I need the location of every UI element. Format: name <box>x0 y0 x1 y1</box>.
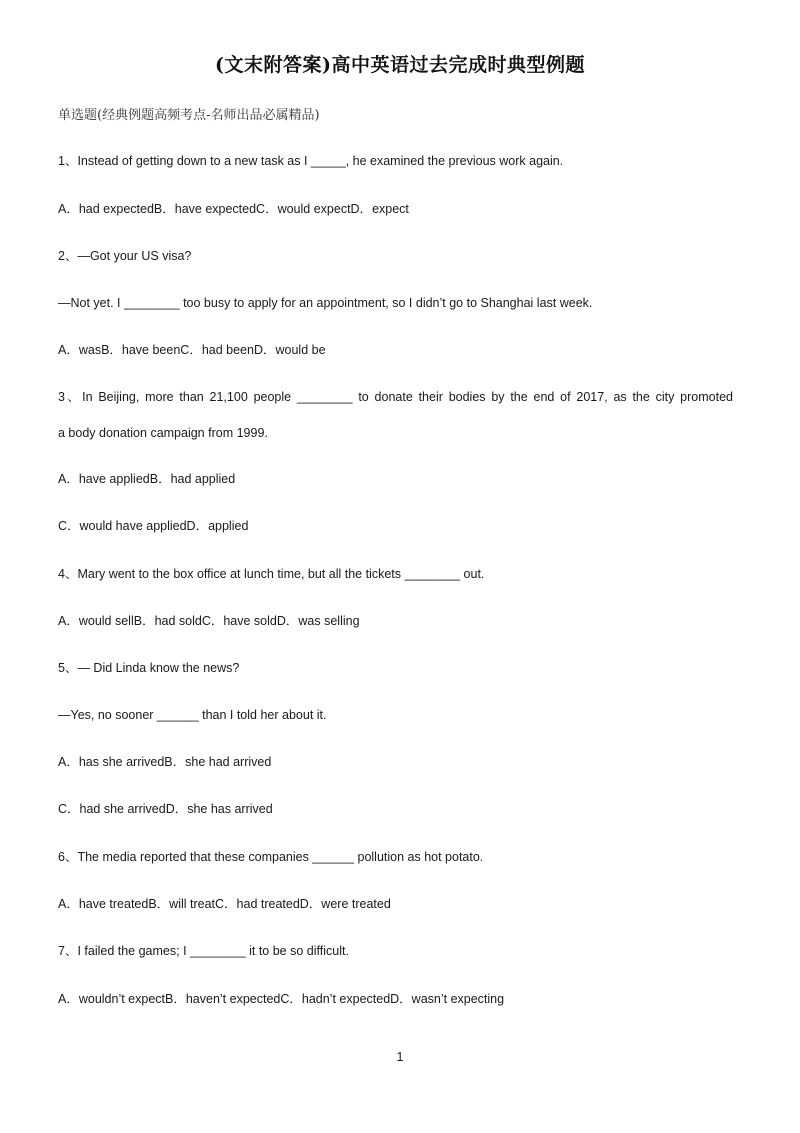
question-3-options-line-2: C．would have appliedD．applied <box>58 519 249 533</box>
question-7-options: A．wouldn’t expectB．haven’t expectedC．hadn’t expectedD．wasn’t expecting <box>58 992 505 1006</box>
question-3-stem: 3、In Beijing, more than 21,100 people ________ to donate their bodies by the end of 2017, as the city promoted <box>58 390 733 404</box>
question-4-options: A．would sellB．had soldC．have soldD．was selling <box>58 614 360 628</box>
question-5-options-line-2: C．had she arrivedD．she has arrived <box>58 802 273 816</box>
question-1-stem: 1、Instead of getting down to a new task as I _____, he examined the previous work again. <box>58 154 564 168</box>
question-4-stem: 4、Mary went to the box office at lunch time, but all the tickets ________ out. <box>58 567 485 581</box>
question-1-options: A．had expectedB．have expectedC．would expectD．expect <box>58 202 409 216</box>
section-label: 单选题(经典例题高频考点-名师出品必属精品) <box>58 108 320 123</box>
question-3-stem-line-2: a body donation campaign from 1999. <box>58 426 268 440</box>
question-2-stem: 2、—Got your US visa? <box>58 249 192 263</box>
page-title: (文末附答案)高中英语过去完成时典型例题 <box>215 54 585 76</box>
question-5-options: A．has she arrivedB．she had arrived <box>58 755 272 769</box>
question-2-options: A．wasB．have beenC．had beenD．would be <box>58 343 326 357</box>
question-5-stem-line-2: —Yes, no sooner ______ than I told her about it. <box>58 708 327 722</box>
page-number: 1 <box>396 1050 404 1064</box>
question-5-stem: 5、— Did Linda know the news? <box>58 661 240 675</box>
question-3-options: A．have appliedB．had applied <box>58 472 236 486</box>
question-6-options: A．have treatedB．will treatC．had treatedD．were treated <box>58 897 391 911</box>
question-6-stem: 6、The media reported that these companies ______ pollution as hot potato. <box>58 850 484 864</box>
question-2-stem-line-2: —Not yet. I ________ too busy to apply for an appointment, so I didn’t go to Shanghai last week. <box>58 296 593 310</box>
question-7-stem: 7、I failed the games; I ________ it to be so difficult. <box>58 944 349 958</box>
